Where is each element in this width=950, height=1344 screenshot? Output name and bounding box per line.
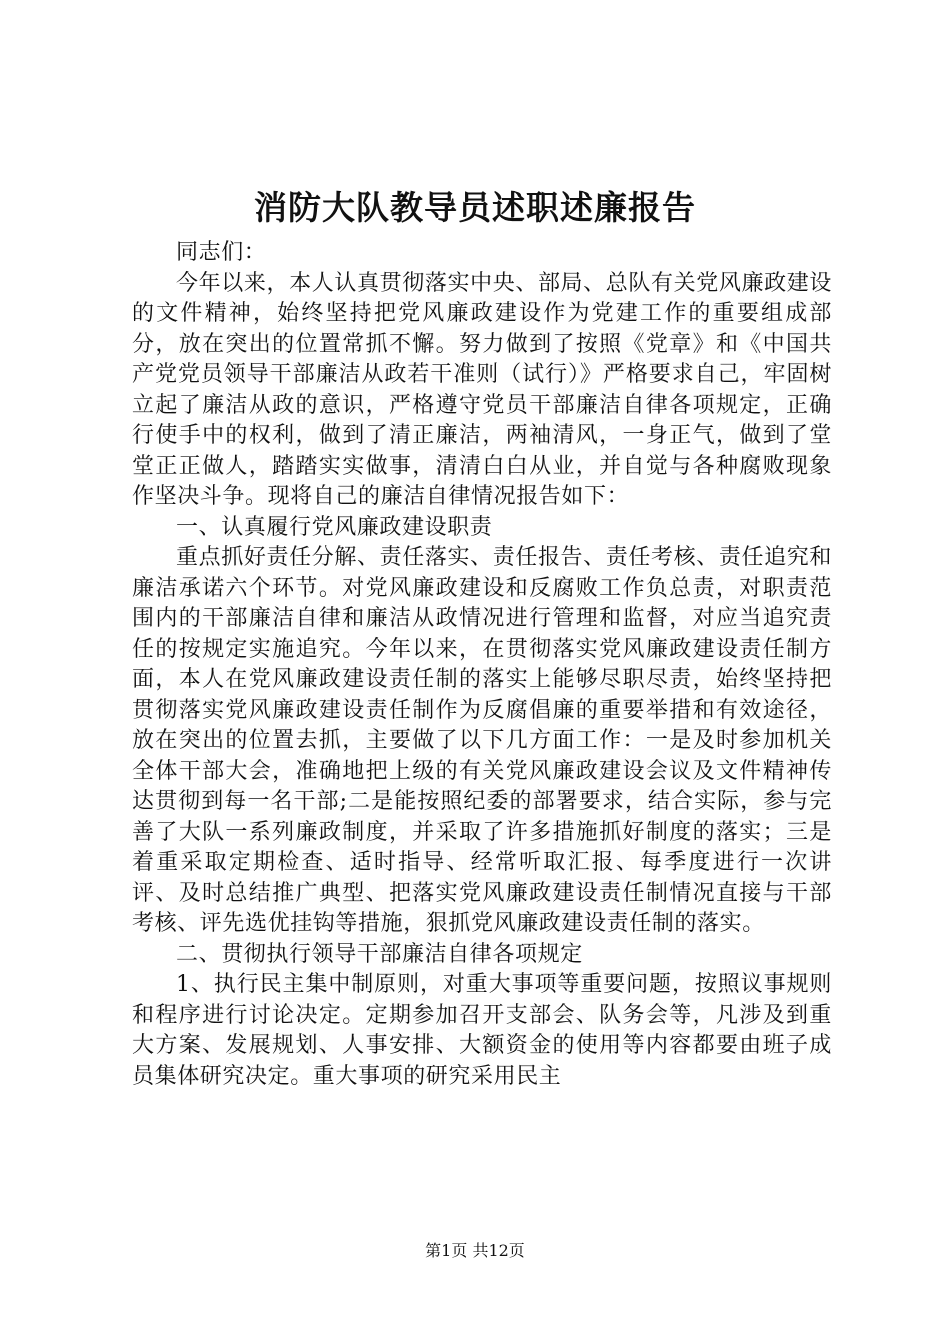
section-2-paragraph: 1、执行民主集中制原则，对重大事项等重要问题，按照议事规则和程序进行讨论决定。定期参加召开支部会、队务会等，凡涉及到重大方案、发展规划、人事安排、大额资金的使用等内容都要由班子成员集体研究决定。重大事项的研究采用民主 (132, 972, 832, 1089)
salutation: 同志们： (176, 240, 267, 265)
intro-paragraph: 今年以来，本人认真贯彻落实中央、部局、总队有关党风廉政建设的文件精神，始终坚持把党风廉政建设作为党建工作的重要组成部分，放在突出的位置常抓不懈。努力做到了按照《党章》和《中国共产党党员领导干部廉洁从政若干准则（试行）》严格要求自己，牢固树立起了廉洁从政的意识，严格遵守党员干部廉洁自律各项规定，正确行使手中的权利，做到了清正廉洁，两袖清风，一身正气，做到了堂堂正正做人，踏踏实实做事，清清白白从业，并自觉与各种腐败现象作坚决斗争。现将自己的廉洁自律情况报告如下： (132, 270, 832, 509)
document-title: 消防大队教导员述职述廉报告 (254, 188, 696, 227)
section-1-paragraph: 重点抓好责任分解、责任落实、责任报告、责任考核、责任追究和廉洁承诺六个环节。对党风廉政建设和反腐败工作负总责，对职责范围内的干部廉洁自律和廉洁从政情况进行管理和监督，对应当追究责任的按规定实施追究。今年以来，在贯彻落实党风廉政建设责任制方面，本人在党风廉政建设责任制的落实上能够尽职尽责，始终坚持把贯彻落实党风廉政建设责任制作为反腐倡廉的重要举措和有效途径，放在突出的位置去抓，主要做了以下几方面工作：一是及时参加机关全体干部大会，准确地把上级的有关党风廉政建设会议及文件精神传达贯彻到每一名干部;二是能按照纪委的部署要求，结合实际，参与完善了大队一系列廉政制度，并采取了许多措施抓好制度的落实；三是着重采取定期检查、适时指导、经常听取汇报、每季度进行一次讲评、及时总结推广典型、把落实党风廉政建设责任制情况直接与干部考核、评先选优挂钩等措施，狠抓党风廉政建设责任制的落实。 (132, 545, 832, 936)
document-body (132, 238, 832, 1092)
page-number-footer: 第1页 共12页 (425, 1241, 525, 1260)
section-heading-2: 二、贯彻执行领导干部廉洁自律各项规定 (176, 941, 583, 967)
section-heading-1: 一、认真履行党风廉政建设职责 (176, 514, 493, 540)
